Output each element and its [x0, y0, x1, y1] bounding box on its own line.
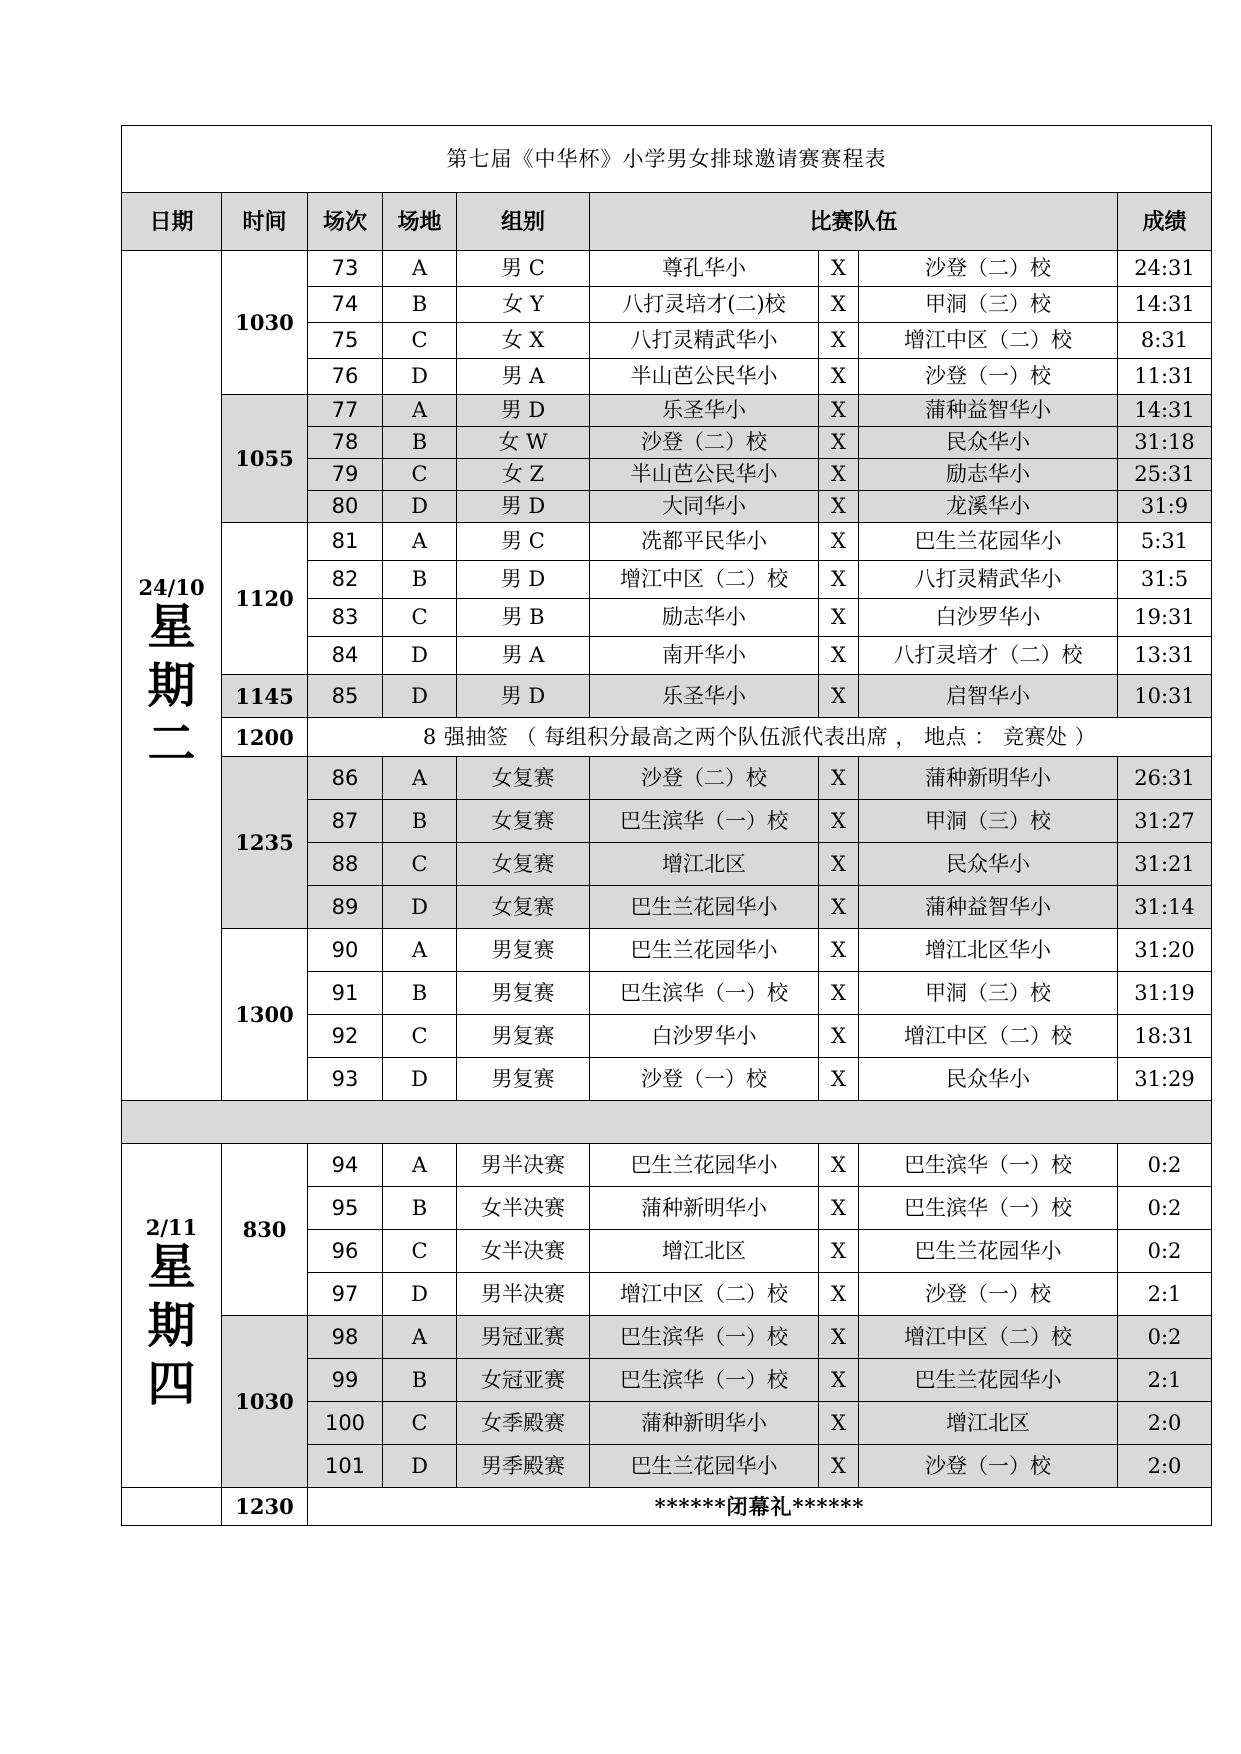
- weekday-char: 星: [147, 599, 196, 656]
- separator-row: [122, 1101, 1212, 1144]
- home-team: 冼都平民华小: [590, 523, 819, 561]
- group-cell: 男半决赛: [457, 1144, 590, 1187]
- court-cell: D: [383, 886, 457, 929]
- time-cell: 1030: [222, 251, 308, 395]
- score-cell: 31:21: [1118, 843, 1212, 886]
- time-cell: 1300: [222, 929, 308, 1101]
- score-cell: 11:31: [1118, 359, 1212, 395]
- time-cell: 1235: [222, 757, 308, 929]
- score-cell: 31:14: [1118, 886, 1212, 929]
- court-cell: A: [383, 1316, 457, 1359]
- match-row: [122, 523, 1212, 561]
- away-team: 巴生兰花园华小: [859, 1230, 1118, 1273]
- home-team: 巴生兰花园华小: [590, 1144, 819, 1187]
- group-cell: 女复赛: [457, 800, 590, 843]
- closing-ceremony: ******闭幕礼******: [308, 1488, 1212, 1526]
- home-team: 八打灵精武华小: [590, 323, 819, 359]
- versus-mark: X: [819, 843, 859, 886]
- group-cell: 男复赛: [457, 1015, 590, 1058]
- header-score: 成绩: [1118, 193, 1212, 251]
- court-cell: B: [383, 972, 457, 1015]
- header-group: 组别: [457, 193, 590, 251]
- away-team: 甲洞（三）校: [859, 972, 1118, 1015]
- court-cell: A: [383, 523, 457, 561]
- match-number: 85: [308, 675, 383, 718]
- match-row: [122, 757, 1212, 800]
- court-cell: C: [383, 1402, 457, 1445]
- home-team: 增江中区（二）校: [590, 1273, 819, 1316]
- match-number: 75: [308, 323, 383, 359]
- versus-mark: X: [819, 1144, 859, 1187]
- score-cell: 2:1: [1118, 1273, 1212, 1316]
- group-cell: 女 Z: [457, 459, 590, 491]
- score-cell: 31:27: [1118, 800, 1212, 843]
- score-cell: 0:2: [1118, 1187, 1212, 1230]
- home-team: 巴生滨华（一）校: [590, 972, 819, 1015]
- score-cell: 14:31: [1118, 287, 1212, 323]
- match-row: [122, 929, 1212, 972]
- versus-mark: X: [819, 886, 859, 929]
- header-date: 日期: [122, 193, 222, 251]
- court-cell: D: [383, 1058, 457, 1101]
- empty-date-cell: [122, 1488, 222, 1526]
- versus-mark: X: [819, 972, 859, 1015]
- match-row: [122, 1316, 1212, 1359]
- draw-row: [122, 718, 1212, 757]
- versus-mark: X: [819, 359, 859, 395]
- match-number: 95: [308, 1187, 383, 1230]
- home-team: 南开华小: [590, 637, 819, 675]
- time-cell: 1200: [222, 718, 308, 757]
- match-number: 81: [308, 523, 383, 561]
- away-team: 民众华小: [859, 843, 1118, 886]
- time-cell: 1145: [222, 675, 308, 718]
- weekday-char: 期: [147, 657, 196, 714]
- versus-mark: X: [819, 929, 859, 972]
- away-team: 增江北区华小: [859, 929, 1118, 972]
- court-cell: A: [383, 757, 457, 800]
- score-cell: 31:9: [1118, 491, 1212, 523]
- court-cell: B: [383, 800, 457, 843]
- score-cell: 24:31: [1118, 251, 1212, 287]
- away-team: 八打灵精武华小: [859, 561, 1118, 599]
- away-team: 增江中区（二）校: [859, 323, 1118, 359]
- match-number: 99: [308, 1359, 383, 1402]
- group-cell: 女 X: [457, 323, 590, 359]
- score-cell: 25:31: [1118, 459, 1212, 491]
- date-label: 24/10: [138, 575, 205, 601]
- match-number: 94: [308, 1144, 383, 1187]
- home-team: 八打灵培才(二)校: [590, 287, 819, 323]
- date-cell: [122, 1144, 222, 1488]
- match-number: 93: [308, 1058, 383, 1101]
- group-cell: 男 D: [457, 491, 590, 523]
- match-number: 77: [308, 395, 383, 427]
- court-cell: D: [383, 359, 457, 395]
- group-cell: 男复赛: [457, 1058, 590, 1101]
- match-number: 73: [308, 251, 383, 287]
- group-cell: 男 A: [457, 637, 590, 675]
- versus-mark: X: [819, 1230, 859, 1273]
- versus-mark: X: [819, 800, 859, 843]
- group-cell: 女复赛: [457, 843, 590, 886]
- time-cell: 830: [222, 1144, 308, 1316]
- away-team: 增江中区（二）校: [859, 1316, 1118, 1359]
- versus-mark: X: [819, 1402, 859, 1445]
- court-cell: C: [383, 599, 457, 637]
- weekday-char: 四: [147, 1356, 196, 1413]
- versus-mark: X: [819, 459, 859, 491]
- weekday-char: 期: [147, 1297, 196, 1354]
- date-cell: [122, 251, 222, 1101]
- group-cell: 男 D: [457, 395, 590, 427]
- group-cell: 男复赛: [457, 972, 590, 1015]
- score-cell: 2:0: [1118, 1445, 1212, 1488]
- versus-mark: X: [819, 561, 859, 599]
- away-team: 蒲种新明华小: [859, 757, 1118, 800]
- away-team: 沙登（一）校: [859, 359, 1118, 395]
- match-number: 96: [308, 1230, 383, 1273]
- court-cell: A: [383, 251, 457, 287]
- match-number: 100: [308, 1402, 383, 1445]
- away-team: 增江中区（二）校: [859, 1015, 1118, 1058]
- score-cell: 2:0: [1118, 1402, 1212, 1445]
- score-cell: 31:20: [1118, 929, 1212, 972]
- match-number: 101: [308, 1445, 383, 1488]
- group-cell: 男冠亚赛: [457, 1316, 590, 1359]
- court-cell: B: [383, 1187, 457, 1230]
- draw-note: 8 强抽签 （ 每组积分最高之两个队伍派代表出席 ， 地点 ： 竞赛处 ）: [308, 718, 1212, 757]
- home-team: 增江北区: [590, 843, 819, 886]
- header-time: 时间: [222, 193, 308, 251]
- time-cell: 1055: [222, 395, 308, 523]
- home-team: 沙登（二）校: [590, 427, 819, 459]
- match-number: 74: [308, 287, 383, 323]
- versus-mark: X: [819, 757, 859, 800]
- match-row: [122, 251, 1212, 287]
- home-team: 巴生兰花园华小: [590, 886, 819, 929]
- versus-mark: X: [819, 323, 859, 359]
- score-cell: 31:29: [1118, 1058, 1212, 1101]
- group-cell: 女复赛: [457, 886, 590, 929]
- home-team: 巴生兰花园华小: [590, 929, 819, 972]
- group-cell: 男季殿赛: [457, 1445, 590, 1488]
- versus-mark: X: [819, 637, 859, 675]
- time-cell: 1230: [222, 1488, 308, 1526]
- group-cell: 男 A: [457, 359, 590, 395]
- header-match: 场次: [308, 193, 383, 251]
- versus-mark: X: [819, 1187, 859, 1230]
- group-cell: 女 W: [457, 427, 590, 459]
- away-team: 白沙罗华小: [859, 599, 1118, 637]
- group-cell: 男半决赛: [457, 1273, 590, 1316]
- score-cell: 0:2: [1118, 1230, 1212, 1273]
- court-cell: A: [383, 929, 457, 972]
- home-team: 沙登（二）校: [590, 757, 819, 800]
- group-cell: 男 C: [457, 523, 590, 561]
- match-number: 82: [308, 561, 383, 599]
- group-cell: 女半决赛: [457, 1230, 590, 1273]
- match-number: 86: [308, 757, 383, 800]
- court-cell: C: [383, 843, 457, 886]
- match-number: 88: [308, 843, 383, 886]
- match-number: 79: [308, 459, 383, 491]
- score-cell: 0:2: [1118, 1316, 1212, 1359]
- weekday-char: 星: [147, 1239, 196, 1296]
- court-cell: D: [383, 1445, 457, 1488]
- court-cell: D: [383, 637, 457, 675]
- home-team: 白沙罗华小: [590, 1015, 819, 1058]
- group-cell: 女 Y: [457, 287, 590, 323]
- court-cell: C: [383, 1015, 457, 1058]
- group-cell: 男复赛: [457, 929, 590, 972]
- away-team: 增江北区: [859, 1402, 1118, 1445]
- versus-mark: X: [819, 427, 859, 459]
- group-cell: 男 D: [457, 561, 590, 599]
- versus-mark: X: [819, 523, 859, 561]
- versus-mark: X: [819, 1058, 859, 1101]
- match-row: [122, 675, 1212, 718]
- score-cell: 31:5: [1118, 561, 1212, 599]
- match-number: 98: [308, 1316, 383, 1359]
- home-team: 蒲种新明华小: [590, 1187, 819, 1230]
- score-cell: 5:31: [1118, 523, 1212, 561]
- score-cell: 13:31: [1118, 637, 1212, 675]
- court-cell: B: [383, 561, 457, 599]
- court-cell: B: [383, 1359, 457, 1402]
- date-label: 2/11: [145, 1215, 198, 1241]
- away-team: 民众华小: [859, 427, 1118, 459]
- home-team: 巴生滨华（一）校: [590, 1359, 819, 1402]
- schedule-table: [121, 125, 1212, 1526]
- versus-mark: X: [819, 395, 859, 427]
- away-team: 甲洞（三）校: [859, 287, 1118, 323]
- match-number: 87: [308, 800, 383, 843]
- court-cell: B: [383, 427, 457, 459]
- home-team: 尊孔华小: [590, 251, 819, 287]
- court-cell: C: [383, 1230, 457, 1273]
- versus-mark: X: [819, 1015, 859, 1058]
- header-row: [122, 193, 1212, 251]
- header-court: 场地: [383, 193, 457, 251]
- home-team: 沙登（一）校: [590, 1058, 819, 1101]
- away-team: 沙登（二）校: [859, 251, 1118, 287]
- match-row: [122, 1144, 1212, 1187]
- versus-mark: X: [819, 491, 859, 523]
- match-number: 84: [308, 637, 383, 675]
- home-team: 乐圣华小: [590, 675, 819, 718]
- match-number: 97: [308, 1273, 383, 1316]
- match-number: 89: [308, 886, 383, 929]
- home-team: 半山芭公民华小: [590, 459, 819, 491]
- home-team: 励志华小: [590, 599, 819, 637]
- group-cell: 女季殿赛: [457, 1402, 590, 1445]
- header-teams: 比赛队伍: [590, 193, 1118, 251]
- court-cell: C: [383, 459, 457, 491]
- court-cell: D: [383, 675, 457, 718]
- score-cell: 14:31: [1118, 395, 1212, 427]
- court-cell: A: [383, 1144, 457, 1187]
- court-cell: B: [383, 287, 457, 323]
- versus-mark: X: [819, 251, 859, 287]
- home-team: 乐圣华小: [590, 395, 819, 427]
- away-team: 八打灵培才（二）校: [859, 637, 1118, 675]
- away-team: 蒲种益智华小: [859, 395, 1118, 427]
- versus-mark: X: [819, 599, 859, 637]
- away-team: 启智华小: [859, 675, 1118, 718]
- match-number: 78: [308, 427, 383, 459]
- away-team: 巴生兰花园华小: [859, 523, 1118, 561]
- versus-mark: X: [819, 287, 859, 323]
- away-team: 沙登（一）校: [859, 1445, 1118, 1488]
- separator-bar: [122, 1101, 1212, 1144]
- group-cell: 女复赛: [457, 757, 590, 800]
- group-cell: 男 D: [457, 675, 590, 718]
- group-cell: 女半决赛: [457, 1187, 590, 1230]
- group-cell: 男 B: [457, 599, 590, 637]
- score-cell: 2:1: [1118, 1359, 1212, 1402]
- home-team: 增江北区: [590, 1230, 819, 1273]
- score-cell: 18:31: [1118, 1015, 1212, 1058]
- home-team: 大同华小: [590, 491, 819, 523]
- away-team: 巴生兰花园华小: [859, 1359, 1118, 1402]
- away-team: 蒲种益智华小: [859, 886, 1118, 929]
- match-number: 91: [308, 972, 383, 1015]
- match-number: 76: [308, 359, 383, 395]
- court-cell: D: [383, 491, 457, 523]
- versus-mark: X: [819, 1359, 859, 1402]
- score-cell: 0:2: [1118, 1144, 1212, 1187]
- away-team: 沙登（一）校: [859, 1273, 1118, 1316]
- court-cell: D: [383, 1273, 457, 1316]
- versus-mark: X: [819, 675, 859, 718]
- weekday-char: 二: [147, 716, 196, 773]
- score-cell: 26:31: [1118, 757, 1212, 800]
- match-number: 90: [308, 929, 383, 972]
- away-team: 巴生滨华（一）校: [859, 1144, 1118, 1187]
- home-team: 巴生兰花园华小: [590, 1445, 819, 1488]
- home-team: 巴生滨华（一）校: [590, 1316, 819, 1359]
- score-cell: 8:31: [1118, 323, 1212, 359]
- court-cell: A: [383, 395, 457, 427]
- away-team: 巴生滨华（一）校: [859, 1187, 1118, 1230]
- versus-mark: X: [819, 1273, 859, 1316]
- group-cell: 男 C: [457, 251, 590, 287]
- away-team: 甲洞（三）校: [859, 800, 1118, 843]
- home-team: 半山芭公民华小: [590, 359, 819, 395]
- versus-mark: X: [819, 1445, 859, 1488]
- score-cell: 10:31: [1118, 675, 1212, 718]
- match-number: 80: [308, 491, 383, 523]
- home-team: 蒲种新明华小: [590, 1402, 819, 1445]
- match-number: 92: [308, 1015, 383, 1058]
- versus-mark: X: [819, 1316, 859, 1359]
- match-number: 83: [308, 599, 383, 637]
- closing-row: [122, 1488, 1212, 1526]
- time-cell: 1120: [222, 523, 308, 675]
- score-cell: 19:31: [1118, 599, 1212, 637]
- away-team: 民众华小: [859, 1058, 1118, 1101]
- score-cell: 31:19: [1118, 972, 1212, 1015]
- home-team: 增江中区（二）校: [590, 561, 819, 599]
- score-cell: 31:18: [1118, 427, 1212, 459]
- group-cell: 女冠亚赛: [457, 1359, 590, 1402]
- match-row: [122, 395, 1212, 427]
- home-team: 巴生滨华（一）校: [590, 800, 819, 843]
- page-title: 第七届《中华杯》小学男女排球邀请赛赛程表: [122, 126, 1212, 193]
- away-team: 龙溪华小: [859, 491, 1118, 523]
- time-cell: 1030: [222, 1316, 308, 1488]
- away-team: 励志华小: [859, 459, 1118, 491]
- court-cell: C: [383, 323, 457, 359]
